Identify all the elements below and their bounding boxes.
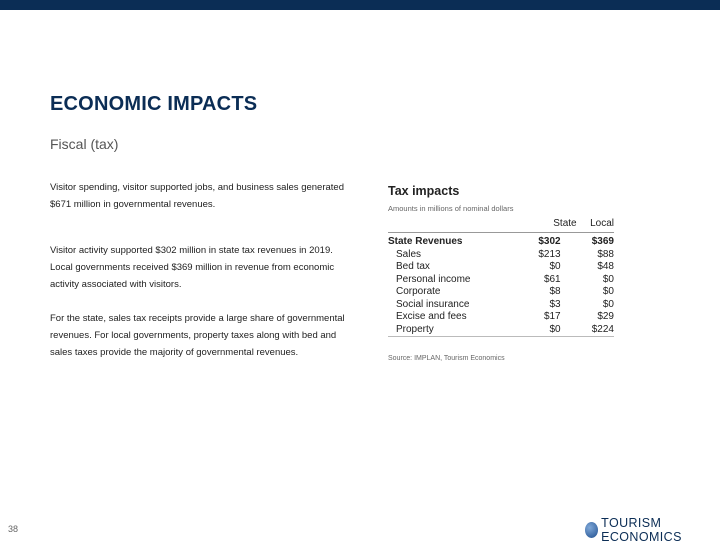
row-state-value: $0 <box>549 323 561 335</box>
row-state-value: $17 <box>543 311 561 322</box>
row-label: Personal income <box>396 273 471 285</box>
table-column-header-row <box>388 218 614 233</box>
row-label: Bed tax <box>396 261 430 272</box>
table-title: Tax impacts <box>388 184 460 198</box>
row-local-value: $224 <box>591 323 614 335</box>
row-label: Sales <box>396 248 422 260</box>
row-local-value: $0 <box>602 273 614 285</box>
page-title: ECONOMIC IMPACTS <box>50 93 258 115</box>
row-state-value: $302 <box>538 236 561 247</box>
row-label: Corporate <box>396 286 441 297</box>
row-label: Excise and fees <box>396 311 467 322</box>
table-row <box>388 274 614 287</box>
row-local-value: $0 <box>602 286 614 297</box>
row-label: Property <box>396 323 434 335</box>
row-local-value: $0 <box>602 298 614 310</box>
row-local-value: $29 <box>597 311 614 322</box>
table-row <box>388 324 614 337</box>
table-row <box>388 286 614 299</box>
table-row <box>388 311 614 324</box>
row-label: Social insurance <box>396 298 470 310</box>
page-subtitle: Fiscal (tax) <box>50 136 119 152</box>
paragraph-total-revenue: Visitor spending, visitor supported jobs, and business sales generated $671 million in governmental revenues. <box>50 182 344 210</box>
top-banner <box>0 0 720 10</box>
table-header-blank <box>388 218 517 233</box>
row-state-value: $8 <box>549 286 561 297</box>
table-row <box>388 299 614 312</box>
paragraph-state-local: Visitor activity supported $302 million in state tax revenues in 2019. Local governments received $369 million in revenue from economic activity associated with visitors. <box>50 245 335 290</box>
row-local-value: $369 <box>591 236 614 247</box>
paragraph-tax-sources: For the state, sales tax receipts provide a large share of governmental revenues. For local governments, property taxes along with bed and sales taxes provide the majority of governmental revenues. <box>50 313 345 358</box>
table-source: Source: IMPLAN, Tourism Economics <box>388 355 505 362</box>
table-note: Amounts in millions of nominal dollars <box>388 204 514 213</box>
logo-text: TOURISM ECONOMICS <box>601 516 682 544</box>
tax-impacts-table <box>388 218 614 337</box>
row-state-value: $213 <box>538 248 561 260</box>
column-header-local: Local <box>590 218 614 229</box>
row-local-value: $48 <box>597 261 614 272</box>
table-row <box>388 249 614 262</box>
row-label: State Revenues <box>388 236 463 247</box>
table-row-state-revenues <box>388 233 614 249</box>
globe-icon <box>585 522 598 538</box>
table-row <box>388 261 614 274</box>
row-state-value: $3 <box>549 298 561 310</box>
row-state-value: $0 <box>549 261 561 272</box>
row-local-value: $88 <box>597 248 614 260</box>
row-state-value: $61 <box>543 273 561 285</box>
page-number: 38 <box>8 524 19 534</box>
column-header-state: State <box>553 218 577 229</box>
